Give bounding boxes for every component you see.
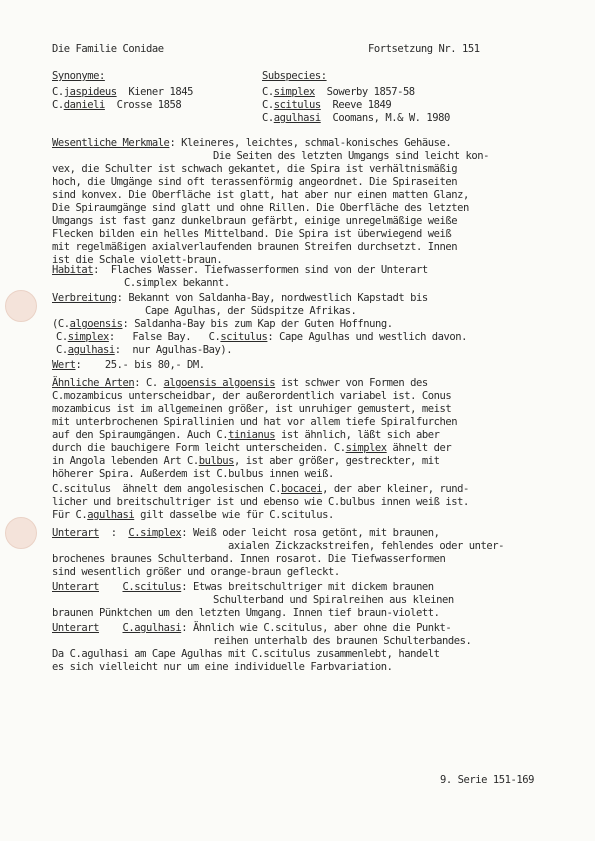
subspecies-line: C.simplex Sowerby 1857-58 xyxy=(262,86,415,98)
verbreitung-heading: Verbreitung xyxy=(52,292,117,304)
series-footer: 9. Serie 151-169 xyxy=(440,774,534,786)
synonym-line: C.danieli Crosse 1858 xyxy=(52,99,182,111)
unterart-name: C.agulhasi xyxy=(122,622,182,634)
unterart-simplex-line: sind wesentlich größer und orange-braun gefleckt. xyxy=(52,566,340,578)
merkmale-line: mit regelmäßigen axialverlaufenden braunen Streifen durchsetzt. Innen xyxy=(52,241,458,253)
comparison-line: C.scitulus ähnelt dem angolesischen C.bocacei, der aber kleiner, rund- xyxy=(52,483,469,495)
unterart-scitulus-line: braunen Pünktchen um den letzten Umgang. Innen tief braun-violett. xyxy=(52,607,440,619)
distribution-algoensis: (C.algoensis: Saldanha-Bay bis zum Kap der Guten Hoffnung. xyxy=(52,318,393,330)
aehnliche-line: mozambicus ist im allgemeinen größer, ist unruhiger gemustert, meist xyxy=(52,403,452,415)
unterart-simplex-line: Unterart : C.simplex: Weiß oder leicht rosa getönt, mit braunen, xyxy=(52,527,440,539)
distribution-simplex-scitulus: C.simplex: False Bay. C.scitulus: Cape Agulhas und westlich davon. xyxy=(56,331,468,343)
unterart-scitulus-line: Unterart C.scitulus: Etwas breitschultriger mit dickem braunen xyxy=(52,581,434,593)
aehnliche-line: durch die bauchigere Form leicht unterscheiden. C.simplex ähnelt der xyxy=(52,442,452,454)
family-title: Die Familie Conidae xyxy=(52,43,164,55)
merkmale-line: Die Seiten des letzten Umgangs sind leicht kon- xyxy=(213,150,489,162)
distribution-agulhasi: C.agulhasi: nur Agulhas-Bay). xyxy=(56,344,233,356)
aehnliche-heading: Ähnliche Arten xyxy=(52,377,135,389)
continuation-number: Fortsetzung Nr. 151 xyxy=(368,43,480,55)
comparison-line: licher und breitschultriger ist und ebenso wie C.bulbus innen weiß ist. xyxy=(52,496,469,508)
aehnliche-line: mit unterbrochenen Spirallinien und hat vor allem tiefe Spiralfurchen xyxy=(52,416,458,428)
merkmale-line: Umgangs ist fast ganz dunkelbraun gefärbt, einige unregelmäßige weiße xyxy=(52,215,458,227)
synonym-line: C.jaspideus Kiener 1845 xyxy=(52,86,193,98)
unterart-label: Unterart xyxy=(52,527,99,539)
subspecies-line: C.scitulus Reeve 1849 xyxy=(262,99,392,111)
unterart-agulhasi-line: Unterart C.agulhasi: Ähnlich wie C.scitulus, aber ohne die Punkt- xyxy=(52,622,452,634)
aehnliche-line: in Angola lebenden Art C.bulbus, ist aber größer, gestreckter, mit xyxy=(52,455,440,467)
verbreitung-line: Cape Agulhas, der Südspitze Afrikas. xyxy=(145,305,357,317)
verbreitung-line: Verbreitung: Bekannt von Saldanha-Bay, nordwestlich Kapstadt bis xyxy=(52,292,428,304)
merkmale-line: vex, die Schulter ist schwach gekantet, die Spira ist verhältnismäßig xyxy=(52,163,458,175)
unterart-simplex-line: brochenes braunes Schulterband. Innen rosarot. Die Tiefwasserformen xyxy=(52,553,446,565)
punch-hole xyxy=(5,290,37,322)
unterart-agulhasi-line: es sich vielleicht nur um eine individuelle Farbvariation. xyxy=(52,661,393,673)
wert-heading: Wert xyxy=(52,359,76,371)
habitat-line: Habitat: Flaches Wasser. Tiefwasserformen sind von der Unterart xyxy=(52,264,428,276)
merkmale-line: Flecken bilden ein helles Mittelband. Die Spira ist überwiegend weiß xyxy=(52,228,452,240)
merkmale-line: Wesentliche Merkmale: Kleineres, leichtes, schmal-konisches Gehäuse. xyxy=(52,137,452,149)
merkmale-line: Die Spiraumgänge sind glatt und ohne Rillen. Die Oberfläche des letzten xyxy=(52,202,469,214)
subspecies-heading: Subspecies: xyxy=(262,70,327,82)
aehnliche-line: Ähnliche Arten: C. algoensis algoensis ist schwer von Formen des xyxy=(52,377,428,389)
unterart-label: Unterart xyxy=(52,622,99,634)
comparison-line: Für C.agulhasi gilt dasselbe wie für C.scitulus. xyxy=(52,509,334,521)
unterart-name: C.simplex xyxy=(128,527,182,539)
aehnliche-line: C.mozambicus unterscheidbar, der außerordentlich variabel ist. Conus xyxy=(52,390,452,402)
unterart-label: Unterart xyxy=(52,581,99,593)
merkmale-line: ist die Schale violett-braun. xyxy=(52,254,223,266)
subspecies-line: C.agulhasi Coomans, M.& W. 1980 xyxy=(262,112,450,124)
aehnliche-line: höherer Spira. Außerdem ist C.bulbus innen weiß. xyxy=(52,468,334,480)
merkmale-heading: Wesentliche Merkmale xyxy=(52,137,170,149)
habitat-line: C.simplex bekannt. xyxy=(124,277,230,289)
unterart-agulhasi-line: Da C.agulhasi am Cape Agulhas mit C.scitulus zusammenlebt, handelt xyxy=(52,648,440,660)
unterart-agulhasi-line: reihen unterhalb des braunen Schulterbandes. xyxy=(213,635,472,647)
unterart-name: C.scitulus xyxy=(122,581,182,593)
merkmale-line: hoch, die Umgänge sind oft terassenförmig angeordnet. Die Spiraseiten xyxy=(52,176,458,188)
punch-hole xyxy=(5,517,37,549)
wert-line: Wert: 25.- bis 80,- DM. xyxy=(52,359,205,371)
unterart-simplex-line: axialen Zickzackstreifen, fehlendes oder unter- xyxy=(228,540,504,552)
synonyme-heading: Synonyme: xyxy=(52,70,105,82)
aehnliche-line: auf den Spiraumgängen. Auch C.tinianus ist ähnlich, läßt sich aber xyxy=(52,429,440,441)
unterart-scitulus-line: Schulterband und Spiralreihen aus kleinen xyxy=(213,594,454,606)
merkmale-line: sind konvex. Die Oberfläche ist glatt, hat aber nur einen matten Glanz, xyxy=(52,189,469,201)
habitat-heading: Habitat xyxy=(52,264,94,276)
